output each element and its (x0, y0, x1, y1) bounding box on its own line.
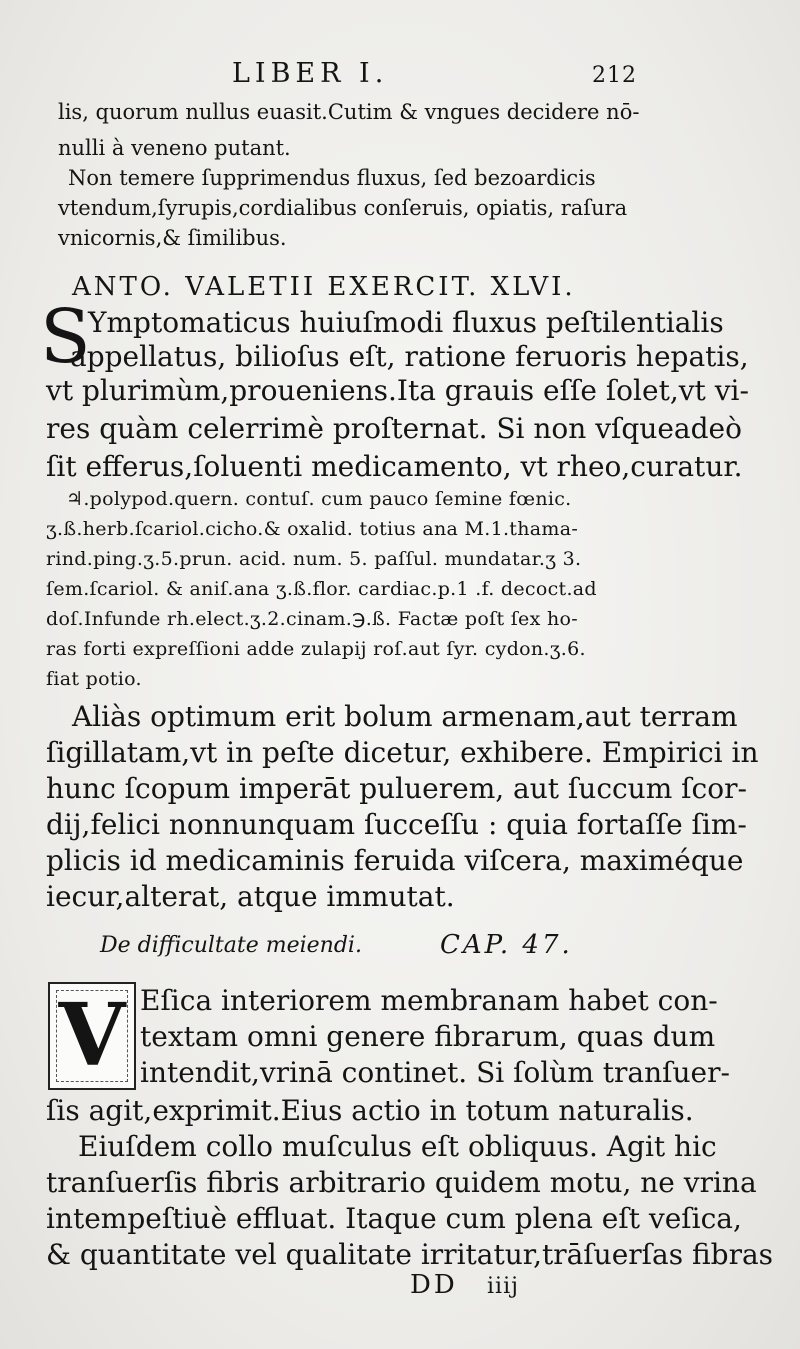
text-line: intendit,vrinā continet. Si ſolùm tranſuer- (140, 1056, 730, 1089)
recipe-line: ♃.polypod.quern. contuſ. cum pauco ſemine fœnic. (66, 488, 572, 510)
text-line: vt plurimùm,proueniens.Ita grauis eſſe ſolet,vt vi- (46, 374, 749, 407)
text-line: lis, quorum nullus euasit.Cutim & vngues decidere nō- (58, 100, 640, 124)
text-line: vnicornis,& ſimilibus. (58, 226, 287, 250)
recipe-line: ras forti expreſſioni adde zulapij roſ.aut ſyr. cydon.ʒ.6. (46, 638, 586, 660)
text-line: res quàm celerrimè proſternat. Si non vſqueadeò (46, 412, 742, 445)
recipe-line: ʒ.ß.herb.ſcariol.cicho.& oxalid. totius ana M.1.thama- (46, 518, 579, 540)
chapter-label: CAP. 47. (440, 930, 573, 960)
signature-mark: DD (410, 1270, 458, 1300)
chapter-title: De difficultate meiendi. (100, 933, 362, 958)
recipe-line: doſ.Infunde rh.elect.ʒ.2.cinam.℈.ß. Factæ poſt ſex ho- (46, 608, 578, 630)
text-line: hunc ſcopum imperāt puluerem, aut ſuccum ſcor- (46, 772, 747, 805)
text-line: ſis agit,exprimit.Eius actio in totum naturalis. (46, 1094, 694, 1127)
recipe-line: ſem.ſcariol. & aniſ.ana ʒ.ß.flor. cardiac.p.1 .f. decoct.ad (46, 578, 597, 600)
text-line: plicis id medicaminis feruida viſcera, maximéque (46, 844, 744, 877)
text-line: intempeſtiuè effluat. Itaque cum plena eſt veſica, (46, 1202, 742, 1235)
text-line: & quantitate vel qualitate irritatur,trāſuerſas fibras (46, 1238, 774, 1271)
drop-cap-v (48, 982, 136, 1090)
text-line: Aliàs optimum erit bolum armenam,aut terram (72, 700, 738, 733)
text-line: Non temere ſupprimendus fluxus, ſed bezoardicis (68, 166, 596, 190)
page-number: 212 (592, 63, 637, 88)
text-line: Ymptomaticus huiuſmodi fluxus peſtilentialis (88, 306, 724, 339)
text-line: Eiuſdem collo muſculus eſt obliquus. Agit hic (78, 1130, 717, 1163)
signature-number: iiij (487, 1274, 519, 1299)
text-line: ſit efferus,ſoluenti medicamento, vt rheo,curatur. (46, 450, 743, 483)
text-line: vtendum,ſyrupis,cordialibus conſeruis, opiatis, raſura (58, 196, 628, 220)
text-line: ſigillatam,vt in peſte dicetur, exhibere. Empirici in (46, 736, 759, 769)
text-line: Eſica interiorem membranam habet con- (140, 984, 718, 1017)
text-line: appellatus, bilioſus eſt, ratione feruoris hepatis, (70, 340, 749, 373)
text-line: nulli à veneno putant. (58, 136, 291, 160)
running-header-title: LIBER I. (232, 58, 389, 89)
text-line: tranſuerſis fibris arbitrario quidem motu, ne vrina (46, 1166, 757, 1199)
drop-cap-s: S (40, 294, 91, 380)
text-line: dij,felici nonnunquam ſucceſſu : quia fortaſſe ſim- (46, 808, 747, 841)
text-line: textam omni genere fibrarum, quas dum (140, 1020, 716, 1053)
text-line: iecur,alterat, atque immutat. (46, 880, 455, 913)
recipe-line: fiat potio. (46, 668, 142, 690)
drop-cap-letter: V (58, 985, 126, 1086)
exercitation-heading: ANTO. VALETII EXERCIT. XLVI. (72, 272, 576, 302)
recipe-line: rind.ping.ʒ.5.prun. acid. num. 5. paſſul. mundatar.ʒ 3. (46, 548, 582, 570)
